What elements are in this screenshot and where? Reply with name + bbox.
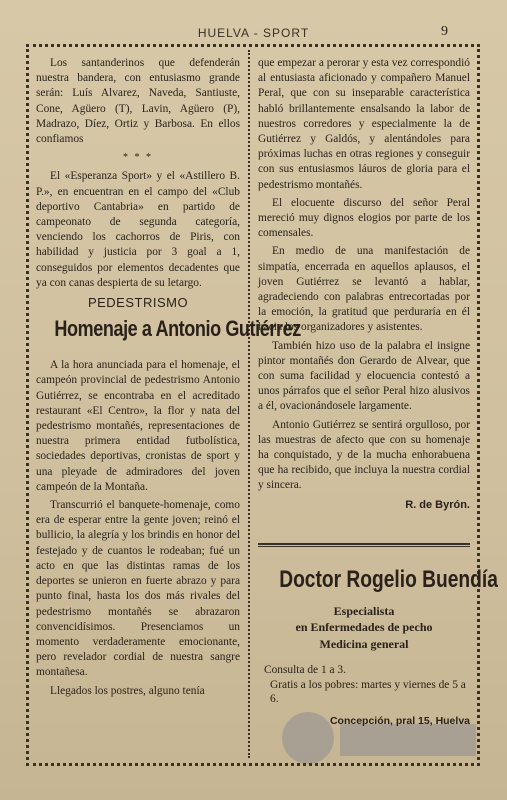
- paragraph-esperanza-sport: El «Esperanza Sport» y el «Astillero B. P.», en encuentran en el campo del «Club deportivo Cantabria» en partido de campeonato de segunda categoría, venciendo los cachorros de Piris, con habilidad y justicia por 3 goal a 1, conseguidos por elementos decadentes que ya con canas despierta de su letargo.: [36, 170, 240, 289]
- ad-free-hours: Gratis a los pobres: martes y viernes de 5 a 6.: [270, 678, 466, 706]
- doctor-advertisement: [258, 566, 498, 727]
- paragraph-homenaje-intro: A la hora anunciada para el homenaje, el campeón provincial de pedestrismo Antonio Gutiérrez, se encontraba en el acreditado restaurant «El Centro», la flor y nata del pedestrismo montañés, representaciones de nuestra primera entidad futbolística, sociedades deportivas, cronistas de sport y una pleyade de admiradores del joven campeón de la Montaña.: [36, 359, 240, 493]
- publication-title: HUELVA - SPORT: [197, 26, 310, 40]
- article-headline: Homenaje a Antonio Gutiérrez: [54, 316, 301, 342]
- ad-hours-block: [258, 663, 470, 707]
- ad-consult-hours: Consulta de 1 a 3.: [264, 664, 346, 676]
- ad-specialty: Especialista: [333, 604, 395, 618]
- paragraph-orgulloso: Antonio Gutiérrez se sentirá orgulloso, por las muestras de afecto que con su homenaje ha conquistado, y de la mucha enhorabuena que ha recibido, que incluya la nuestra cordial y sincera.: [258, 418, 470, 492]
- ad-general-medicine: Medicina general: [319, 637, 409, 651]
- paragraph-alvear: También hizo uso de la palabra el insigne pintor montañés don Gerardo de Alvear, que con suma facilidad y elocuencia contestó a unos párrafos que el señor Peral hizo alusivos a él, ovacionándosele largamente.: [258, 339, 470, 413]
- section-separator-stars: * * *: [123, 152, 153, 164]
- paragraph-banquete: Transcurrió el banquete-homenaje, como era de esperar entre la gente joven; reinó el bullicio, la alegría y los brindis en honor del festejado y de cuantos le rodeaban; fué un acto en que las distintas ramas de los deportes se unieron en fuerte abrazo y para punto final, hasta los dos más rivales del pedestrismo montañés se abrazaron convencidísimos. Presenciamos un momento verdaderamente emocionante, pero revelador cordial de nuestra sangre montañesa.: [36, 499, 240, 679]
- right-column: [258, 56, 470, 513]
- ad-separator-rule: [258, 543, 470, 547]
- left-column: [36, 56, 301, 702]
- ad-doctor-name: Doctor Rogelio Buendía: [279, 566, 498, 593]
- page-number: 9: [441, 24, 449, 39]
- column-divider: [248, 50, 250, 758]
- paragraph-santanderinos: Los santanderinos que defenderán nuestra bandera, con entusiasmo grande serán: Luís Alvarez, Naveda, Santiuste, Cone, Agüero (T), Lavin, Agüero (P), Madrazo, Díez, Ortiz y Barbosa. En ellos confiamos: [36, 57, 240, 146]
- ad-address: Concepción, pral 15, Huelva: [329, 714, 470, 727]
- paragraph-peral-speech: que empezar a perorar y esta vez correspondió al entusiasta aficionado y compañero Manuel Peral, que con su inseparable característica habló brillantemente ensalsando la labor de nuestros corredores y especialmente la de Gutiérrez y Galdós, y alentándoles para próximas luchas en otras regiones y conseguir con sus entusiasmos láuros de gloria para el pedestrismo montañés.: [258, 57, 470, 191]
- paragraph-elocuente: El elocuente discurso del señor Peral mereció muy dignos elogios por parte de los comensales.: [258, 196, 470, 240]
- paragraph-postres: Llegados los postres, alguno tenía: [50, 684, 205, 697]
- author-signature: R. de Byrón.: [405, 498, 470, 511]
- section-heading: PEDESTRISMO: [87, 295, 189, 311]
- page-header: [0, 26, 507, 42]
- paragraph-simpatia: En medio de una manifestación de simpatía, encerrada en aquellos aplausos, el joven Gutiérrez se levantó a hablar, agradeciendo con palabras entrecortadas por la emoción, la gratitud que perduraría en él hacia los organizadores y asistentes.: [258, 245, 470, 334]
- ad-specialty-field: en Enfermedades de pecho: [295, 620, 433, 634]
